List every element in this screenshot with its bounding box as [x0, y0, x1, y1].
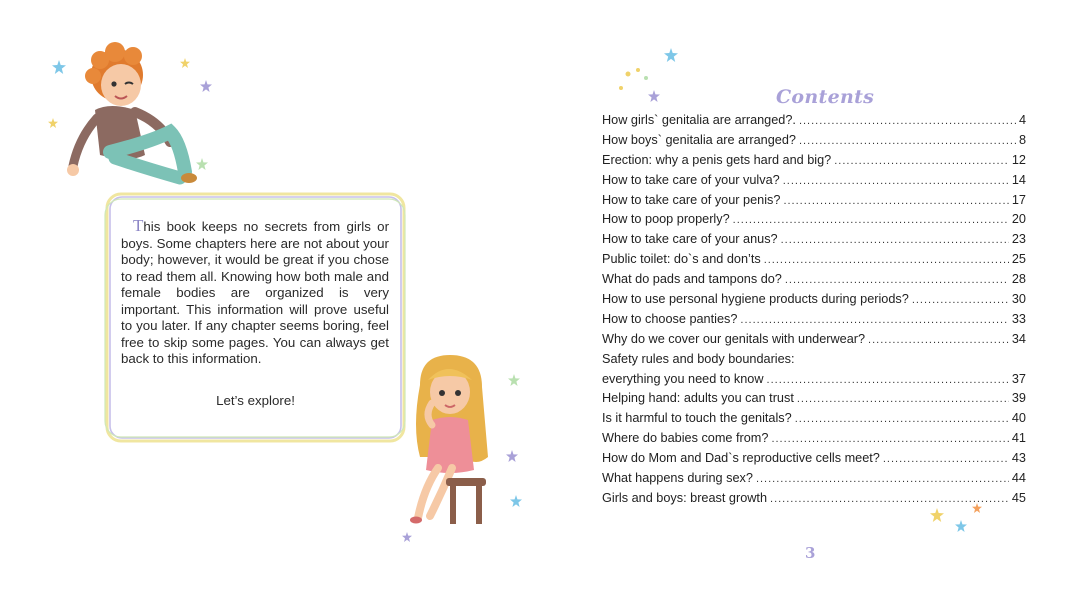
- toc-entry[interactable]: [602, 272, 1026, 292]
- toc-entry[interactable]: [602, 332, 1026, 352]
- intro-text-box: [103, 190, 408, 445]
- toc-leader-dots: [783, 175, 1009, 187]
- toc-entry-page: 23: [1011, 232, 1026, 247]
- table-of-contents: [602, 113, 1026, 511]
- toc-entry[interactable]: [602, 173, 1026, 193]
- toc-entry[interactable]: [602, 232, 1026, 252]
- star-icon: [508, 374, 520, 386]
- star-icon: [180, 58, 190, 68]
- star-icon: [52, 60, 66, 74]
- star-icon: [196, 158, 208, 170]
- star-icon: [972, 503, 982, 513]
- toc-entry-page: 20: [1011, 212, 1026, 227]
- toc-entry-title: Girls and boys: breast growth: [602, 490, 768, 505]
- toc-entry[interactable]: [602, 113, 1026, 133]
- toc-entry-title: How girls` genitalia are arranged?.: [602, 113, 796, 127]
- toc-entry-page: 14: [1011, 172, 1026, 187]
- toc-entry-page: 25: [1011, 252, 1026, 267]
- toc-leader-dots: [883, 453, 1009, 465]
- star-icon: [200, 80, 212, 92]
- toc-leader-dots: [799, 115, 1016, 127]
- star-icon: [510, 495, 522, 507]
- toc-entry[interactable]: [602, 193, 1026, 213]
- toc-entry[interactable]: [602, 471, 1026, 491]
- toc-entry-title: Helping hand: adults you can trust: [602, 391, 794, 406]
- toc-entry-title: How boys` genitalia are arranged?: [602, 132, 796, 147]
- toc-leader-dots: [781, 234, 1009, 246]
- toc-entry-title: Where do babies come from?: [602, 431, 769, 446]
- toc-entry[interactable]: [602, 252, 1026, 272]
- toc-entry-title: What happens during sex?: [602, 471, 753, 486]
- toc-entry-title: What do pads and tampons do?: [602, 272, 782, 287]
- toc-entry-page: 34: [1011, 331, 1026, 346]
- toc-entry[interactable]: [602, 411, 1026, 431]
- star-icon: [402, 532, 412, 542]
- toc-entry-title: Is it harmful to touch the genitals?: [602, 411, 792, 426]
- toc-leader-dots: [868, 334, 1009, 346]
- toc-entry-page: 30: [1011, 292, 1026, 307]
- toc-entry-title: Safety rules and body boundaries:: [602, 351, 795, 366]
- toc-entry-page: 12: [1011, 152, 1026, 167]
- toc-entry[interactable]: [602, 292, 1026, 312]
- toc-leader-dots: [783, 195, 1008, 207]
- toc-leader-dots: [764, 254, 1009, 266]
- toc-leader-dots: [834, 155, 1009, 167]
- toc-leader-dots: [740, 314, 1008, 326]
- toc-leader-dots: [799, 135, 1016, 147]
- toc-entry[interactable]: [602, 352, 1026, 372]
- toc-entry[interactable]: [602, 312, 1026, 332]
- intro-body: his book keeps no secrets from girls or boys. Some chapters here are not about your body; however, it would be great if you chose to read them all. Knowing how both male and female bodies are organized is very important. This information will prove useful to you later. If any chapter seems boring, feel free to skip some pages. You can always get back to this information.: [121, 219, 389, 366]
- toc-entry-title: How to take care of your vulva?: [602, 172, 780, 187]
- toc-entry[interactable]: [602, 391, 1026, 411]
- star-icon: [664, 48, 678, 62]
- toc-entry-page: 8: [1018, 132, 1026, 147]
- toc-entry-page: 43: [1011, 451, 1026, 466]
- toc-entry[interactable]: [602, 133, 1026, 153]
- toc-entry-page: 28: [1011, 272, 1026, 287]
- intro-dropcap: T: [133, 216, 144, 235]
- toc-entry-title: How to use personal hygiene products during periods?: [602, 292, 909, 307]
- toc-entry[interactable]: [602, 431, 1026, 451]
- toc-entry-title: How to poop properly?: [602, 212, 730, 227]
- star-icon: [930, 508, 944, 522]
- toc-entry[interactable]: [602, 451, 1026, 471]
- toc-entry-page: 41: [1011, 431, 1026, 446]
- toc-entry-page: 37: [1011, 371, 1026, 386]
- toc-entry-title: How to take care of your penis?: [602, 192, 781, 207]
- toc-entry-title: Public toilet: do`s and don’ts: [602, 252, 761, 267]
- toc-leader-dots: [912, 294, 1009, 306]
- toc-leader-dots: [797, 393, 1009, 405]
- page-number: 3: [805, 544, 816, 562]
- toc-entry-title: everything you need to know: [602, 371, 764, 386]
- sparkle-dots-icon: [618, 64, 658, 94]
- toc-entry-title: Why do we cover our genitals with underwear?: [602, 331, 866, 346]
- toc-entry-page: 44: [1011, 471, 1026, 486]
- toc-entry[interactable]: [602, 491, 1026, 511]
- toc-entry[interactable]: [602, 212, 1026, 232]
- star-icon: [955, 520, 967, 532]
- toc-entry[interactable]: [602, 372, 1026, 392]
- toc-entry-page: 39: [1011, 391, 1026, 406]
- toc-leader-dots: [767, 374, 1009, 386]
- intro-paragraph: [121, 218, 389, 368]
- toc-leader-dots: [756, 473, 1009, 485]
- girl-illustration: [398, 350, 503, 530]
- toc-entry-page: 45: [1011, 490, 1026, 505]
- toc-leader-dots: [771, 433, 1008, 445]
- toc-entry-title: Erection: why a penis gets hard and big?: [602, 152, 832, 167]
- intro-cta: Let’s explore!: [216, 393, 295, 408]
- toc-entry-page: 4: [1018, 113, 1026, 127]
- toc-entry-page: 33: [1011, 311, 1026, 326]
- toc-entry-page: 40: [1011, 411, 1026, 426]
- star-icon: [506, 450, 518, 462]
- toc-leader-dots: [785, 274, 1009, 286]
- toc-entry-page: 17: [1011, 192, 1026, 207]
- toc-leader-dots: [795, 413, 1009, 425]
- right-page: [540, 0, 1080, 594]
- toc-entry-title: How to choose panties?: [602, 311, 738, 326]
- toc-entry-title: How do Mom and Dad`s reproductive cells meet?: [602, 451, 880, 466]
- toc-leader-dots: [733, 214, 1009, 226]
- star-icon: [48, 118, 58, 128]
- toc-entry[interactable]: [602, 153, 1026, 173]
- contents-title: Contents: [776, 86, 875, 108]
- toc-entry-title: How to take care of your anus?: [602, 232, 778, 247]
